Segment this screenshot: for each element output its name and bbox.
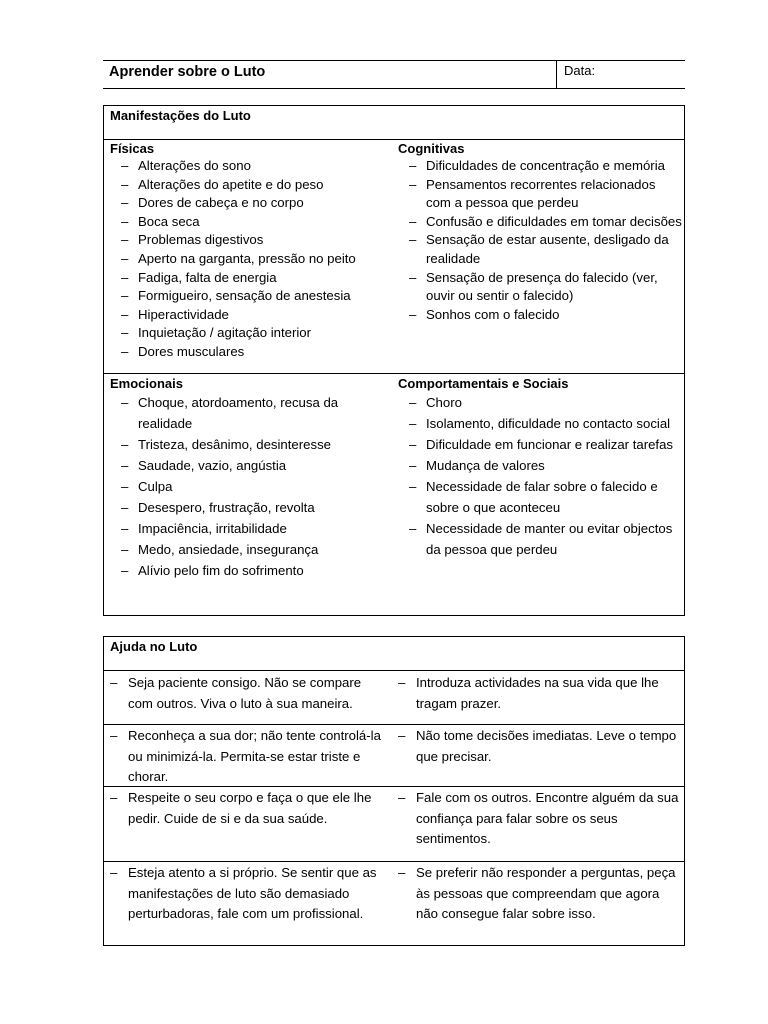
list-item: – Dificuldades de concentração e memória xyxy=(398,157,684,176)
date-label: Data: xyxy=(564,63,596,78)
emotional-list xyxy=(110,392,394,581)
list-item: – Alterações do sono xyxy=(110,157,394,176)
list-item: – Mudança de valores xyxy=(398,455,684,476)
list-item: – Dores de cabeça e no corpo xyxy=(110,194,394,213)
help-tip-text: Não tome decisões imediatas. Leve o tempo que precisar. xyxy=(416,728,677,764)
behavioral-heading: Comportamentais e Sociais xyxy=(398,376,569,391)
dash-bullet: – xyxy=(110,865,118,880)
dash-bullet: – xyxy=(110,675,118,690)
list-item: – Alterações do apetite e do peso xyxy=(110,176,394,195)
dash-bullet: – xyxy=(398,675,406,690)
manifestations-table xyxy=(103,105,685,616)
help-tip xyxy=(110,863,388,925)
list-item: – Confusão e dificuldades em tomar decisões xyxy=(398,213,684,232)
help-tip xyxy=(110,673,388,714)
row-divider xyxy=(104,724,684,725)
list-item: – Impaciência, irritabilidade xyxy=(110,518,394,539)
help-tip-text: Se preferir não responder a perguntas, peça às pessoas que compreendam que agora não consegue falar sobre isso. xyxy=(416,865,676,921)
help-tip xyxy=(398,788,680,850)
help-tip xyxy=(398,673,680,714)
list-item: – Sensação de estar ausente, desligado da realidade xyxy=(398,231,684,268)
emotional-heading: Emocionais xyxy=(110,376,183,391)
row-divider xyxy=(104,861,684,862)
behavioral-list xyxy=(398,392,684,560)
cognitive-heading: Cognitivas xyxy=(398,141,465,156)
list-item: – Choque, atordoamento, recusa da realidade xyxy=(110,392,394,434)
list-item: – Isolamento, dificuldade no contacto social xyxy=(398,413,684,434)
help-tip xyxy=(398,863,680,925)
list-item: – Tristeza, desânimo, desinteresse xyxy=(110,434,394,455)
help-tip xyxy=(398,726,680,767)
help-title: Ajuda no Luto xyxy=(104,637,684,671)
header-divider xyxy=(556,61,557,88)
list-item: – Medo, ansiedade, insegurança xyxy=(110,539,394,560)
document-title: Aprender sobre o Luto xyxy=(109,64,266,80)
manifestations-title: Manifestações do Luto xyxy=(104,106,684,140)
help-tip-text: Seja paciente consigo. Não se compare com outros. Viva o luto à sua maneira. xyxy=(128,675,362,711)
list-item: – Saudade, vazio, angústia xyxy=(110,455,394,476)
list-item: – Dores musculares xyxy=(110,343,394,362)
list-item: – Culpa xyxy=(110,476,394,497)
list-item: – Boca seca xyxy=(110,213,394,232)
row-divider xyxy=(104,786,684,787)
dash-bullet: – xyxy=(398,728,406,743)
list-item: – Necessidade de falar sobre o falecido e sobre o que aconteceu xyxy=(398,476,684,518)
cognitive-list xyxy=(398,157,684,324)
list-item: – Formigueiro, sensação de anestesia xyxy=(110,287,394,306)
section-divider xyxy=(104,373,684,374)
list-item: – Sonhos com o falecido xyxy=(398,306,684,325)
dash-bullet: – xyxy=(110,728,118,743)
list-item: – Inquietação / agitação interior xyxy=(110,324,394,343)
list-item: – Pensamentos recorrentes relacionados com a pessoa que perdeu xyxy=(398,176,684,213)
list-item: – Sensação de presença do falecido (ver, ouvir ou sentir o falecido) xyxy=(398,269,684,306)
emotional-section xyxy=(110,375,394,581)
list-item: – Hiperactividade xyxy=(110,306,394,325)
list-item: – Desespero, frustração, revolta xyxy=(110,497,394,518)
list-item: – Necessidade de manter ou evitar objectos da pessoa que perdeu xyxy=(398,518,684,560)
physical-section xyxy=(110,140,394,362)
help-tip-text: Esteja atento a si próprio. Se sentir que as manifestações de luto são demasiado perturbadoras, fale com um profissional. xyxy=(128,865,377,921)
dash-bullet: – xyxy=(398,865,406,880)
help-tip-text: Respeite o seu corpo e faça o que ele lhe pedir. Cuide de si e da sua saúde. xyxy=(128,790,372,826)
list-item: – Dificuldade em funcionar e realizar tarefas xyxy=(398,434,684,455)
help-tip xyxy=(110,726,388,788)
physical-heading: Físicas xyxy=(110,141,155,156)
cognitive-section xyxy=(398,140,684,324)
list-item: – Aperto na garganta, pressão no peito xyxy=(110,250,394,269)
dash-bullet: – xyxy=(398,790,406,805)
help-tip-text: Fale com os outros. Encontre alguém da sua confiança para falar sobre os seus sentimentos. xyxy=(416,790,679,846)
physical-list xyxy=(110,157,394,362)
help-table xyxy=(103,636,685,946)
list-item: – Alívio pelo fim do sofrimento xyxy=(110,560,394,581)
help-tip xyxy=(110,788,388,829)
help-tip-text: Introduza actividades na sua vida que lhe tragam prazer. xyxy=(416,675,659,711)
document-header xyxy=(103,60,685,89)
dash-bullet: – xyxy=(110,790,118,805)
list-item: – Problemas digestivos xyxy=(110,231,394,250)
list-item: – Fadiga, falta de energia xyxy=(110,269,394,288)
list-item: – Choro xyxy=(398,392,684,413)
help-tip-text: Reconheça a sua dor; não tente controlá-la ou minimizá-la. Permita-se estar triste e chorar. xyxy=(128,728,381,784)
behavioral-section xyxy=(398,375,684,560)
